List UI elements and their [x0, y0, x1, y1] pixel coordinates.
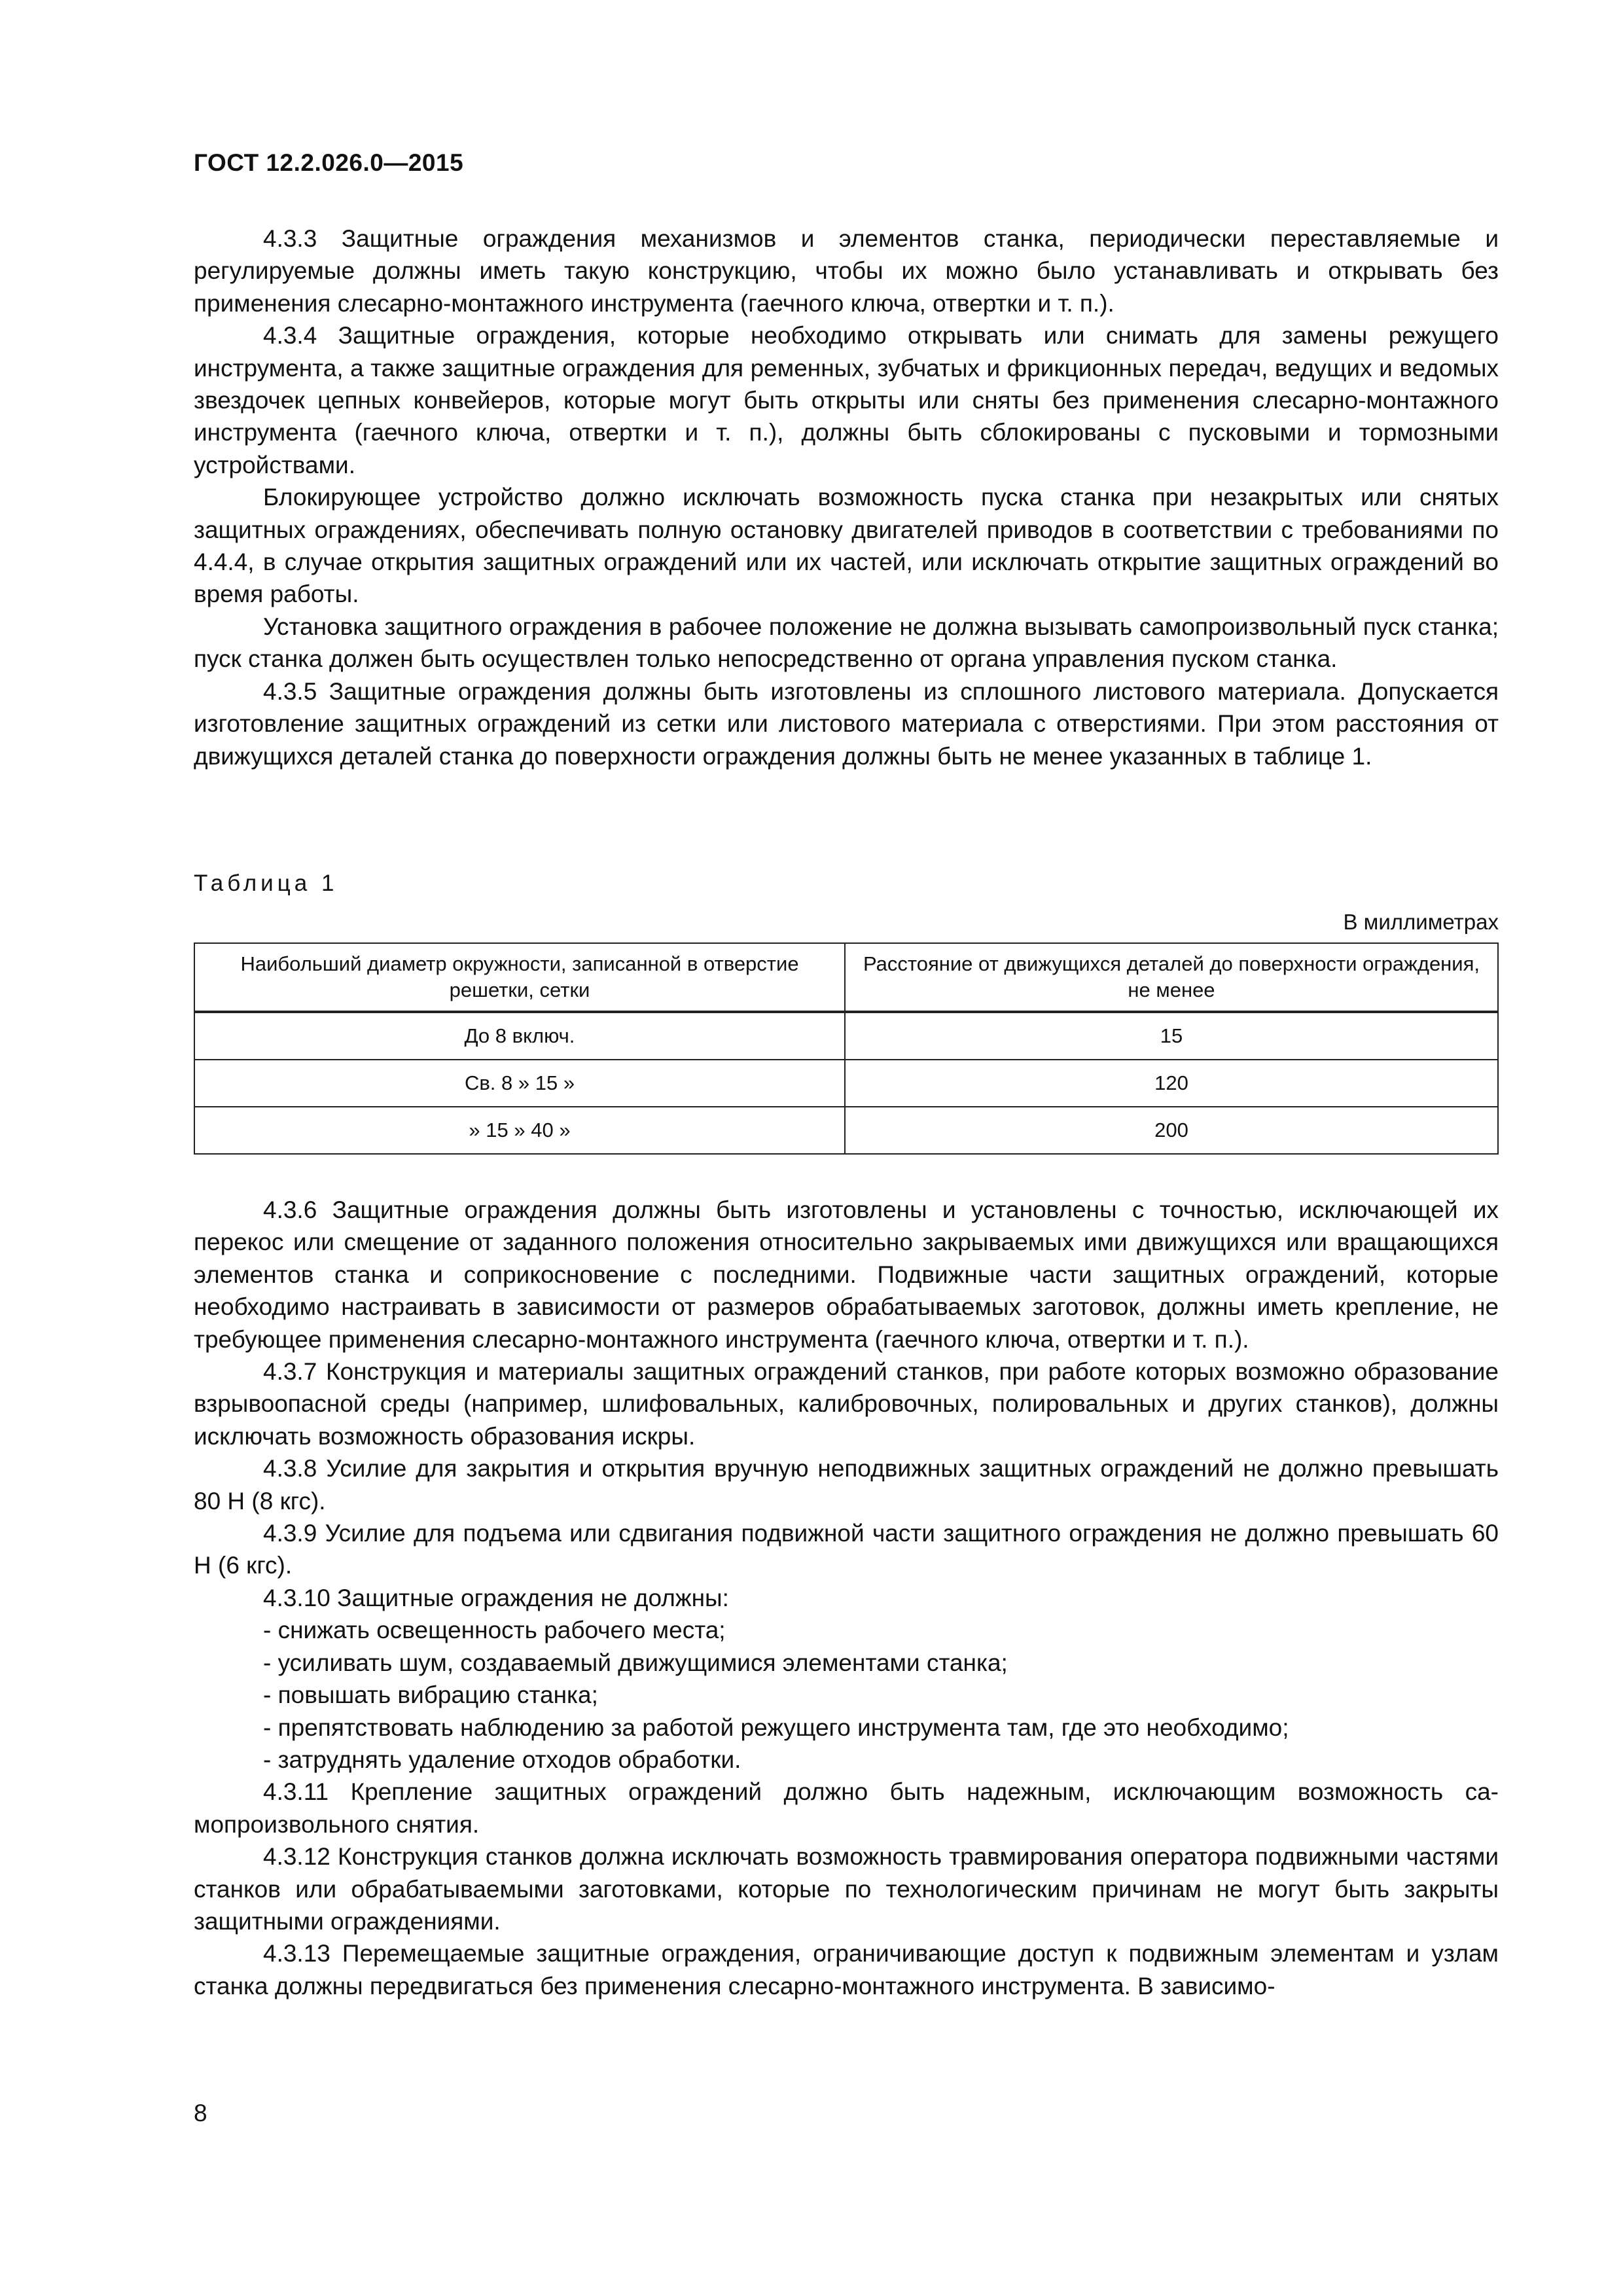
- table-header-diameter: Наибольший диаметр окружности, записанной в отверстие решетки, сетки: [194, 943, 845, 1012]
- distance-table: [194, 942, 1499, 1155]
- table-cell-distance: 15: [845, 1012, 1498, 1060]
- table-cell-diameter: » 15 » 40 »: [194, 1107, 845, 1154]
- paragraph-4-3-8: 4.3.8 Усилие для закрытия и открытия вручную неподвижных защитных ограждений не должно превышать 80 Н (8 кгс).: [194, 1455, 1499, 1515]
- table-cell-distance: 120: [845, 1060, 1498, 1107]
- paragraph-4-3-3: 4.3.3 Защитные ограждения механизмов и элементов станка, периодически переставляемые и регулируемые должны иметь такую конструкцию, чтобы их можно было устанавливать и открывать без применения слесарно-монтажного инструмента (гаечного ключа, отвертки и т. п.).: [194, 225, 1499, 317]
- paragraph-4-3-11: 4.3.11 Крепление защитных ограждений должно быть надежным, исключающим возможность самопроизвольного снятия.: [194, 1778, 1499, 1838]
- list-item: - препятствовать наблюдению за работой режущего инструмента там, где это необходимо;: [263, 1713, 1289, 1741]
- section-bottom: [194, 1194, 1499, 2002]
- list-item: - повышать вибрацию станка;: [263, 1681, 598, 1709]
- section-top: [194, 223, 1499, 772]
- paragraph-4-3-12: 4.3.12 Конструкция станков должна исключать возможность травмирования оператора подвижными частями станков или обрабатываемыми заготовками, которые по технологическим причинам не могут быть закрыты защитными ограждениями.: [194, 1843, 1499, 1935]
- paragraph-4-3-7: 4.3.7 Конструкция и материалы защитных ограждений станков, при работе которых возможно образование взрывоопасной среды (например, шлифовальных, калибровочных, полировальных и других станков), должны исключать возможность образования искры.: [194, 1358, 1499, 1450]
- table-header-row: [194, 943, 1498, 1012]
- table-cell-distance: 200: [845, 1107, 1498, 1154]
- table-label: Таблица 1: [194, 870, 338, 896]
- paragraph-blocking-device: Блокирующее устройство должно исключать возможность пуска станка при незакрытых или снятых защитных ограждениях, обеспечивать полную остановку двигателей приводов в соответствии с требованиями по 4.4.4, в случае открытия защитных ограждений или их частей, или исключать открытие защитных ограждений во время работы.: [194, 484, 1499, 608]
- standard-header: ГОСТ 12.2.026.0—2015: [194, 149, 464, 176]
- paragraph-4-3-4: 4.3.4 Защитные ограждения, которые необходимо открывать или снимать для замены режущего инструмента, а также защитные ограждения для ременных, зубчатых и фрикционных передач, ведущих и ведомых звездочек цепных конвейеров, которые могут быть открыты или сняты без применения слесарно-монтажного инструмента (гаечного ключа, отвертки и т. п.), должны быть сблокированы с пусковыми и тормозными устройствами.: [194, 322, 1499, 478]
- table-cell-diameter: До 8 включ.: [194, 1012, 845, 1060]
- table-row: [194, 1107, 1498, 1154]
- page-number: 8: [194, 2100, 207, 2126]
- paragraph-4-3-6: 4.3.6 Защитные ограждения должны быть изготовлены и установлены с точностью, исключающей их перекос или смещение от заданного положения относительно закрываемых ими движущихся или вращающихся элементов станка и соприкосновение с последними. Подвижные части защитных ограждений, которые необходимо настраивать в зависимости от размеров обрабатываемых заготовок, должны иметь крепление, не требующее применения слесарно-монтажного инструмента (гаечного ключа, отвертки и т. п.).: [194, 1196, 1499, 1353]
- table-units: В миллиметрах: [1343, 910, 1499, 934]
- paragraph-4-3-5: 4.3.5 Защитные ограждения должны быть изготовлены из сплошного листового материала. Допускается изготовление защитных ограждений из сетки или листового материала с отверстиями. При этом расстояния от движущихся деталей станка до поверхности ограждения должны быть не менее указанных в таблице 1.: [194, 677, 1499, 770]
- table-cell-diameter: Св. 8 » 15 »: [194, 1060, 845, 1107]
- paragraph-installation: Установка защитного ограждения в рабочее положение не должна вызывать самопроизвольный пуск станка; пуск станка должен быть осуществлен только непосредственно от органа управления пуском станка.: [194, 613, 1499, 673]
- table-row: [194, 1060, 1498, 1107]
- paragraph-4-3-13: 4.3.13 Перемещаемые защитные ограждения, ограничивающие доступ к подвижным элементам и узлам станка должны передвигаться без применения слесарно-монтажного инструмента. В зависимо-: [194, 1940, 1499, 2000]
- list-item: - усиливать шум, создаваемый движущимися элементами станка;: [263, 1649, 1008, 1676]
- list-item: - снижать освещенность рабочего места;: [263, 1617, 726, 1644]
- list-item: - затруднять удаление отходов обработки.: [263, 1746, 741, 1773]
- table-header-distance: Расстояние от движущихся деталей до поверхности ограждения, не менее: [845, 943, 1498, 1012]
- paragraph-4-3-9: 4.3.9 Усилие для подъема или сдвигания подвижной части защитного ограждения не должно превышать 60 Н (6 кгс).: [194, 1520, 1499, 1579]
- paragraph-4-3-10: 4.3.10 Защитные ограждения не должны:: [263, 1584, 729, 1611]
- table-row: [194, 1012, 1498, 1060]
